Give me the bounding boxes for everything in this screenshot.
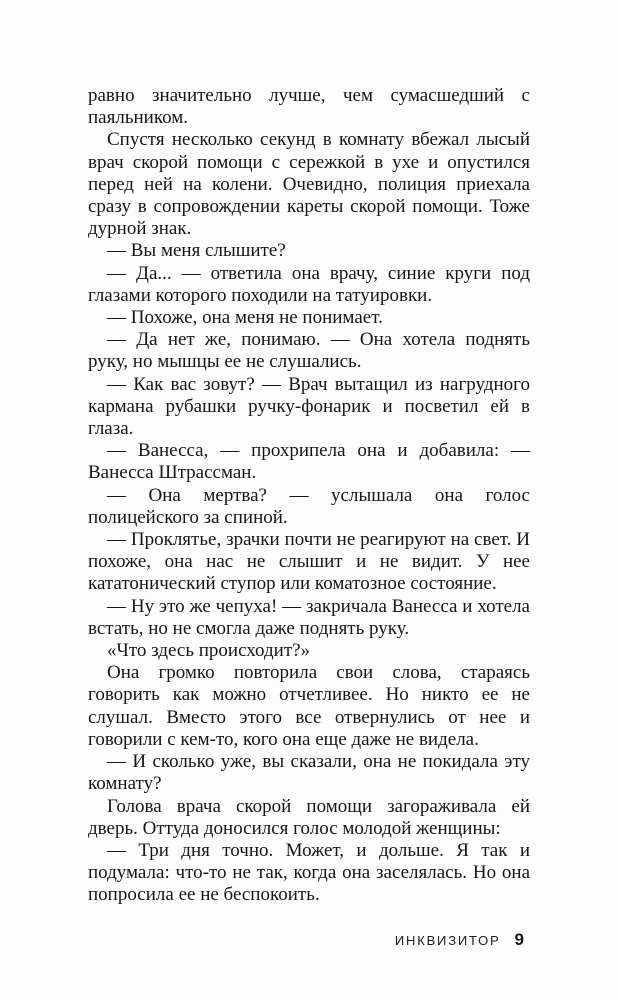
paragraph-15: Голова врача скорой помощи загораживала ей дверь. Оттуда доносился голос молодой женщины:	[88, 795, 530, 839]
paragraph-7: — Как вас зовут? — Врач вытащил из нагрудного кармана рубашки ручку-фонарик и посветил ей в глаза.	[88, 373, 530, 440]
paragraph-8: — Ванесса, — прохрипела она и добавила: — Ванесса Штрассман.	[88, 440, 530, 484]
paragraph-14: — И сколько уже, вы сказали, она не покидала эту комнату?	[88, 751, 530, 795]
paragraph-16: — Три дня точно. Может, и дольше. Я так и подумала: что-то не так, когда она заселялась. Но она попросила ее не беспокоить.	[88, 839, 530, 906]
running-title: ИНКВИЗИТОР	[394, 933, 501, 948]
paragraph-12: «Что здесь происходит?»	[107, 640, 311, 662]
paragraph-9: — Она мертва? — услышала она голос полицейского за спиной.	[88, 484, 530, 528]
paragraph-13: Она громко повторила свои слова, стараясь говорить как можно отчетливее. Но никто ее не слушал. Вместо этого все отвернулись от нее и говорили с кем-то, кого она еще даже не видела.	[88, 662, 530, 750]
paragraph-11: — Ну это же чепуха! — закричала Ванесса и хотела встать, но не смогла даже поднять руку.	[88, 595, 530, 639]
paragraph-4: — Да... — ответила она врачу, синие круги под глазами которого походили на татуировки.	[88, 262, 530, 306]
page-footer	[395, 930, 524, 950]
paragraph-3: — Вы меня слышите?	[107, 240, 286, 262]
paragraph-1: равно значительно лучше, чем сумасшедший с паяльником.	[88, 85, 530, 129]
page-number: 9	[514, 930, 524, 949]
paragraph-5: — Похоже, она меня не понимает.	[107, 307, 383, 329]
paragraph-2: Спустя несколько секунд в комнату вбежал лысый врач скорой помощи с сережкой в ухе и опустился перед ней на колени. Очевидно, полиция приехала сразу в сопровождении кареты скорой помощи. Тоже дурной знак.	[88, 129, 530, 240]
paragraph-10: — Проклятье, зрачки почти не реагируют на свет. И похоже, она нас не слышит и не видит. У нее кататонический ступор или коматозное состояние.	[88, 529, 530, 595]
paragraph-6: — Да нет же, понимаю. — Она хотела поднять руку, но мышцы ее не слушались.	[88, 329, 530, 373]
page-body	[88, 85, 530, 907]
